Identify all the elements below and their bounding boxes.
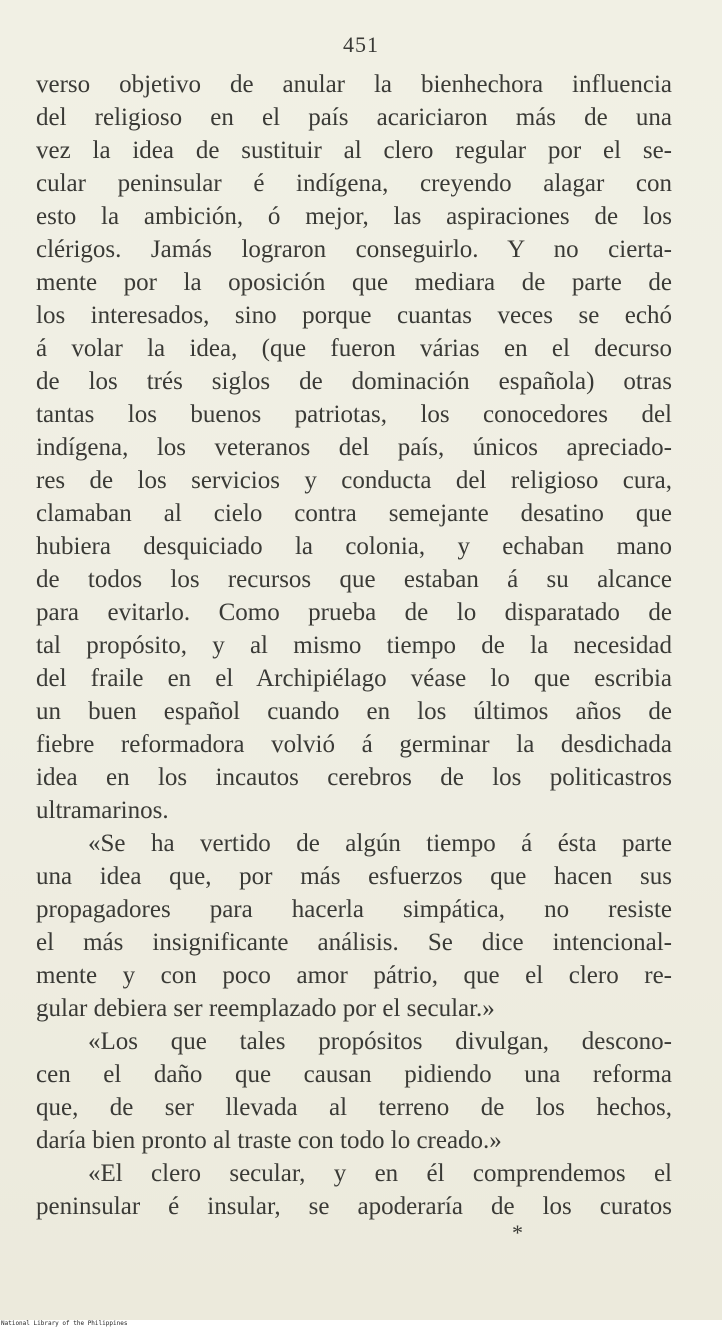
text-line-20: un buen español cuando en los últimos años de bbox=[36, 698, 672, 725]
text-line-17: para evitarlo. Como prueba de lo disparatado de bbox=[36, 599, 672, 626]
text-line-18: tal propósito, y al mismo tiempo de la necesidad bbox=[36, 632, 672, 659]
text-line-6: clérigos. Jamás lograron conseguirlo. Y no cierta- bbox=[36, 236, 672, 263]
text-line-2: del religioso en el país acariciaron más de una bbox=[36, 104, 672, 131]
quote-line-3: propagadores para hacerla simpática, no resiste bbox=[36, 896, 672, 923]
text-line-23: ultramarinos. bbox=[36, 797, 169, 824]
text-line-21: fiebre reformadora volvió á germinar la desdichada bbox=[36, 731, 672, 758]
text-line-19: del fraile en el Archipiélago véase lo que escribia bbox=[36, 665, 672, 692]
quote-line-6: gular debiera ser reemplazado por el secular.» bbox=[36, 995, 495, 1022]
quote-line-1: «Se ha vertido de algún tiempo á ésta parte bbox=[88, 830, 672, 857]
text-line-9: á volar la idea, (que fueron várias en el decurso bbox=[36, 335, 672, 362]
quote-line-7: «Los que tales propósitos divulgan, descono- bbox=[88, 1028, 672, 1055]
quote-line-2: una idea que, por más esfuerzos que hacen sus bbox=[36, 863, 672, 890]
quote-line-10: daría bien pronto al traste con todo lo creado.» bbox=[36, 1127, 502, 1154]
text-line-14: clamaban al cielo contra semejante desatino que bbox=[36, 500, 672, 527]
text-line-16: de todos los recursos que estaban á su alcance bbox=[36, 566, 672, 593]
quote-line-8: cen el daño que causan pidiendo una reforma bbox=[36, 1061, 672, 1088]
text-line-3: vez la idea de sustituir al clero regular por el se- bbox=[36, 137, 672, 164]
page-number: 451 bbox=[343, 32, 379, 57]
text-line-10: de los trés siglos de dominación española) otras bbox=[36, 368, 672, 395]
quote-line-5: mente y con poco amor pátrio, que el clero re- bbox=[36, 962, 672, 989]
quote-line-4: el más insignificante análisis. Se dice intencional- bbox=[36, 929, 672, 956]
text-line-4: cular peninsular é indígena, creyendo alagar con bbox=[36, 170, 672, 197]
quote-line-12: peninsular é insular, se apoderaría de los curatos bbox=[36, 1193, 672, 1220]
text-line-11: tantas los buenos patriotas, los conocedores del bbox=[36, 401, 672, 428]
text-line-22: idea en los incautos cerebros de los politicastros bbox=[36, 764, 672, 791]
signature-mark: * bbox=[512, 1220, 523, 1245]
text-line-13: res de los servicios y conducta del religioso cura, bbox=[36, 467, 672, 494]
text-line-8: los interesados, sino porque cuantas veces se echó bbox=[36, 302, 672, 329]
text-line-1: verso objetivo de anular la bienhechora influencia bbox=[36, 71, 672, 98]
text-line-15: hubiera desquiciado la colonia, y echaban mano bbox=[36, 533, 672, 560]
text-line-7: mente por la oposición que mediara de parte de bbox=[36, 269, 672, 296]
text-line-5: esto la ambición, ó mejor, las aspiraciones de los bbox=[36, 203, 672, 230]
text-line-12: indígena, los veteranos del país, únicos apreciado- bbox=[36, 434, 672, 461]
footer-credit: National Library of the Philippines bbox=[1, 1320, 128, 1327]
quote-line-11: «El clero secular, y en él comprendemos el bbox=[88, 1160, 672, 1187]
quote-line-9: que, de ser llevada al terreno de los hechos, bbox=[36, 1094, 672, 1121]
